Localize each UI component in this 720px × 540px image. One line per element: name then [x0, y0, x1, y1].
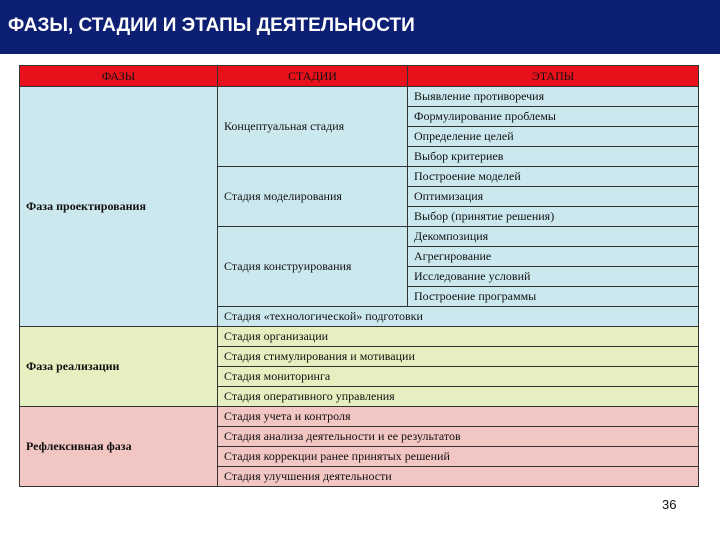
stage-cell: Стадия коррекции ранее принятых решений — [218, 447, 699, 467]
step-cell: Выбор (принятие решения) — [408, 207, 699, 227]
stage-cell: Стадия анализа деятельности и ее результатов — [218, 427, 699, 447]
stage-modeling: Стадия моделирования — [218, 167, 408, 227]
table-row — [20, 87, 699, 107]
slide-title: ФАЗЫ, СТАДИИ И ЭТАПЫ ДЕЯТЕЛЬНОСТИ — [8, 15, 415, 36]
table-row — [20, 327, 699, 347]
step-cell: Агрегирование — [408, 247, 699, 267]
stage-cell: Стадия оперативного управления — [218, 387, 699, 407]
header-stages: СТАДИИ — [218, 66, 408, 87]
step-cell: Выбор критериев — [408, 147, 699, 167]
step-cell: Построение моделей — [408, 167, 699, 187]
stage-constructing: Стадия конструирования — [218, 227, 408, 307]
step-cell: Выявление противоречия — [408, 87, 699, 107]
step-cell: Определение целей — [408, 127, 699, 147]
page-number: 36 — [662, 497, 677, 512]
step-cell: Декомпозиция — [408, 227, 699, 247]
table-row — [20, 407, 699, 427]
step-cell: Исследование условий — [408, 267, 699, 287]
header-steps: ЭТАПЫ — [408, 66, 699, 87]
step-cell: Оптимизация — [408, 187, 699, 207]
stage-cell: Стадия учета и контроля — [218, 407, 699, 427]
stage-cell: Стадия стимулирования и мотивации — [218, 347, 699, 367]
stage-tech-preparation: Стадия «технологической» подготовки — [218, 307, 699, 327]
step-cell: Формулирование проблемы — [408, 107, 699, 127]
header-phases: ФАЗЫ — [20, 66, 218, 87]
stage-cell: Стадия мониторинга — [218, 367, 699, 387]
header-row — [20, 66, 699, 87]
activity-table — [19, 65, 699, 487]
step-cell: Построение программы — [408, 287, 699, 307]
title-bar — [0, 0, 720, 54]
phase-implementation: Фаза реализации — [20, 327, 218, 407]
stage-cell: Стадия улучшения деятельности — [218, 467, 699, 487]
stage-cell: Стадия организации — [218, 327, 699, 347]
phase-design: Фаза проектирования — [20, 87, 218, 327]
stage-conceptual: Концептуальная стадия — [218, 87, 408, 167]
phase-reflexive: Рефлексивная фаза — [20, 407, 218, 487]
